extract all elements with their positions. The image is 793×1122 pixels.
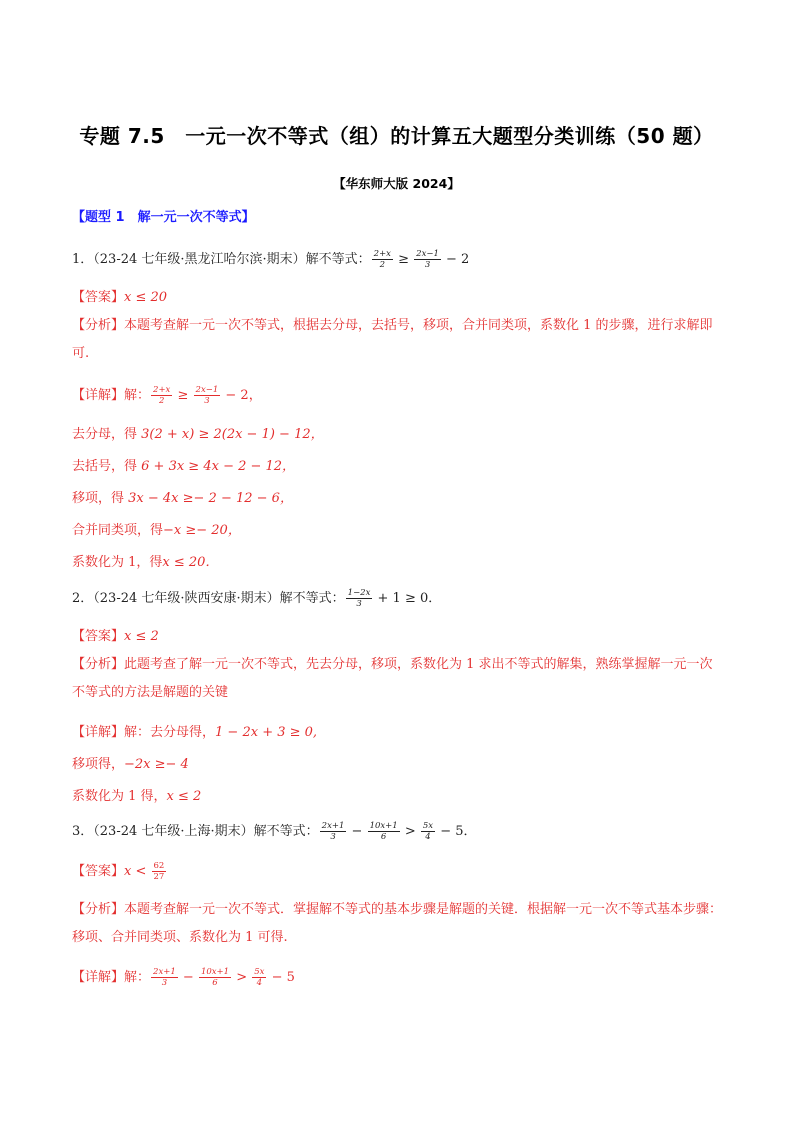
section-heading: 【题型 1 解一元一次不等式】	[72, 210, 255, 225]
answer-3: 【答案】x < $\frac{62}{27}$	[72, 861, 165, 882]
fraction: $\frac{5x}{4}$	[254, 967, 265, 988]
answer-1: 【答案】x ≤ 20	[72, 290, 168, 305]
fraction: $\frac{2x+1}{3}$	[153, 967, 176, 988]
fraction: $\frac{1-2x}{3}$	[347, 588, 371, 609]
analysis-2: 【分析】此题考查了解一元一次不等式，先去分母，移项，系数化为 1 求出不等式的解集，熟练掌握解一元一次不等式的方法是解题的关键	[72, 657, 713, 700]
step-1-2: 去括号，得 6 + 3x ≥ 4x − 2 − 12，	[72, 459, 296, 474]
detail-3: 【详解】解： $\frac{2x+1}{3}$ − $\frac{10x+1}{6}$ > $\frac{5x}{4}$ − 5	[72, 967, 295, 988]
fraction: $\frac{62}{27}$	[153, 861, 165, 882]
analysis-1: 【分析】本题考查解一元一次不等式，根据去分母，去括号，移项，合并同类项，系数化 1 的步骤，进行求解即可.	[72, 318, 713, 361]
question-3: 3．（23-24 七年级·上海·期末）解不等式： $\frac{2x+1}{3}$ − $\frac{10x+1}{6}$ > $\frac{5x}{4}$ − 5．	[72, 821, 477, 842]
step-2-1: 移项得，−2x ≥− 4	[72, 757, 189, 772]
fraction: $\frac{2+x}{2}$	[153, 385, 171, 406]
question-1: 1．（23-24 七年级·黑龙江哈尔滨·期末）解不等式： $\frac{2+x}{2}$ ≥ $\frac{2x-1}{3}$ − 2	[72, 249, 470, 270]
analysis-3: 【分析】本题考查解一元一次不等式．掌握解不等式的基本步骤是解题的关键．根据解一元一次不等式基本步骤：移项、合并同类项、系数化为 1 可得.	[72, 902, 723, 945]
question-2: 2．（23-24 七年级·陕西安康·期末）解不等式： $\frac{1-2x}{3}$ + 1 ≥ 0．	[72, 588, 442, 609]
step-1-3: 移项，得 3x − 4x ≥− 2 − 12 − 6，	[72, 491, 293, 506]
step-1-1: 去分母，得 3(2 + x) ≥ 2(2x − 1) − 12，	[72, 427, 324, 442]
fraction: $\frac{2x-1}{3}$	[416, 249, 439, 270]
question-1-prefix: 1．（23-24 七年级·黑龙江哈尔滨·期末）解不等式：	[72, 252, 371, 267]
fraction: $\frac{2x-1}{3}$	[195, 385, 219, 406]
detail-2: 【详解】解：去分母得，1 − 2x + 3 ≥ 0,	[72, 725, 318, 740]
page-title: 专题 7.5 一元一次不等式（组）的计算五大题型分类训练（50 题）	[79, 124, 714, 148]
fraction: $\frac{5x}{4}$	[422, 821, 434, 842]
step-1-5: 系数化为 1，得x ≤ 20．	[72, 555, 219, 570]
fraction: $\frac{2x+1}{3}$	[321, 821, 345, 842]
fraction: $\frac{10x+1}{6}$	[369, 821, 398, 842]
fraction: $\frac{10x+1}{6}$	[200, 967, 230, 988]
edition-label: 【华东师大版 2024】	[333, 176, 460, 191]
step-2-2: 系数化为 1 得，x ≤ 2	[72, 789, 202, 804]
detail-1: 【详解】解： $\frac{2+x}{2}$ ≥ $\frac{2x-1}{3}$ − 2，	[72, 385, 262, 406]
answer-2: 【答案】x ≤ 2	[72, 629, 159, 644]
step-1-4: 合并同类项，得−x ≥− 20，	[72, 523, 241, 538]
fraction: $\frac{2+x}{2}$	[373, 249, 391, 270]
